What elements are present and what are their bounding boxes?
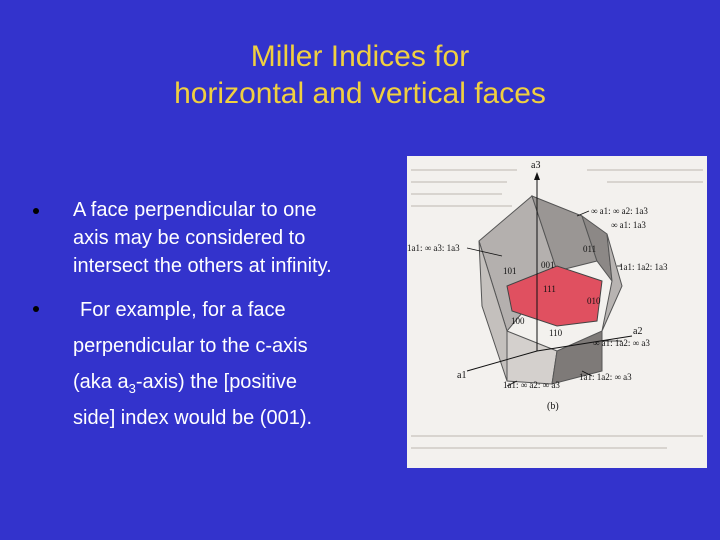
face-111-label: 111 (543, 284, 556, 294)
label-top-right-2: ∞ a1: 1a3 (611, 220, 646, 230)
axis-a3-label: a3 (531, 160, 541, 171)
face-001-label: 001 (541, 260, 555, 270)
label-bottom-center: 1a1: 1a2: ∞ a3 (579, 372, 632, 382)
bullet-2-line-2: perpendicular to the c-axis (73, 335, 308, 357)
crystal-figure (407, 156, 707, 468)
face-101-label: 101 (503, 266, 517, 276)
face-110-label: 110 (549, 328, 563, 338)
label-left: 1a1: ∞ a3: 1a3 (407, 243, 460, 253)
bullet-dot-icon (33, 306, 39, 312)
label-bottom-right: ∞ a1: 1a2: ∞ a3 (593, 338, 650, 348)
face-100-label: 100 (511, 316, 525, 326)
label-right: 1a1: 1a2: 1a3 (619, 262, 668, 272)
slide-title (0, 38, 720, 112)
bullet-2-line-1: For example, for a face (80, 299, 286, 321)
axis-a1-label: a1 (457, 370, 467, 381)
figure-caption: (b) (547, 401, 559, 412)
bullet-item-2 (32, 292, 392, 436)
axis-a2-label: a2 (633, 326, 643, 337)
title-line-1: Miller Indices for (250, 40, 470, 73)
bullet-1-line-1: A face perpendicular to one (73, 199, 317, 221)
bullet-1-line-3: intersect the others at infinity. (73, 255, 332, 277)
label-bottom-left: 1a1: ∞ a2: ∞ a3 (503, 380, 560, 390)
face-010-label: 010 (587, 296, 601, 306)
crystal-diagram (407, 156, 707, 468)
bullet-2-line-3-post: -axis) the [positive (135, 371, 297, 393)
bullet-list (32, 196, 392, 436)
bullet-2-line-4: side] index would be (001). (73, 407, 313, 429)
label-top-right: ∞ a1: ∞ a2: 1a3 (591, 206, 648, 216)
bullet-item-1 (32, 196, 392, 280)
bullet-dot-icon (33, 208, 39, 214)
bullet-1-line-2: axis may be considered to (73, 227, 306, 249)
bullet-2-subscript: 3 (128, 381, 136, 396)
title-line-2: horizontal and vertical faces (174, 77, 546, 110)
face-011-label: 011 (583, 244, 597, 254)
bullet-2-line-3 (73, 364, 392, 400)
bullet-2-line-3-pre: (aka a (73, 371, 129, 393)
